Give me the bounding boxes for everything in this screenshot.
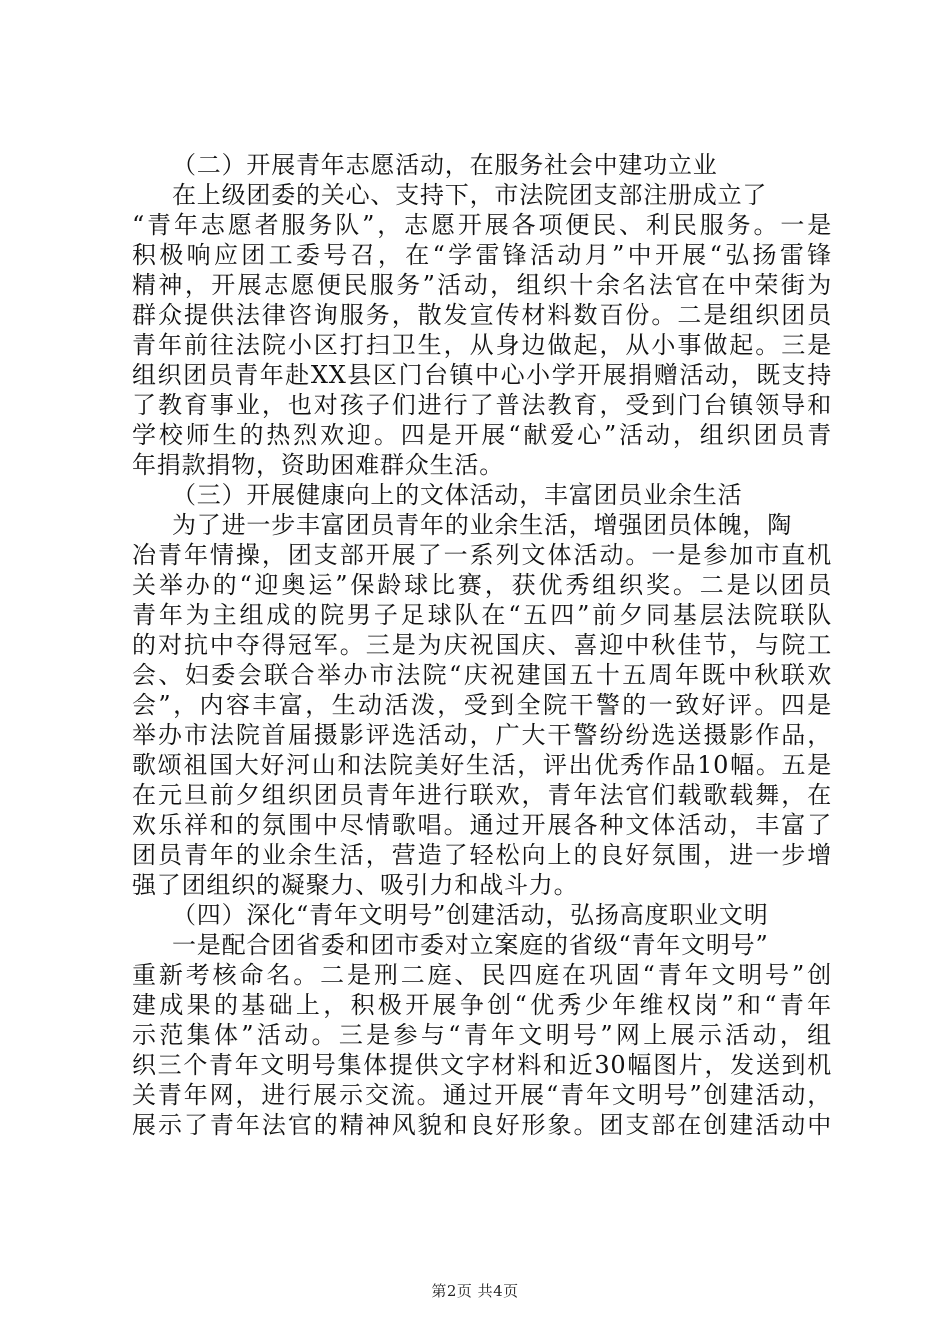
body-text-line: “青年志愿者服务队”，志愿开展各项便民、利民服务。一是	[132, 211, 832, 239]
body-text-line: 关举办的“迎奥运”保龄球比赛，获优秀组织奖。二是以团员	[132, 571, 832, 599]
body-text-line: 会、妇委会联合举办市法院“庆祝建国五十五周年既中秋联欢	[132, 661, 832, 689]
body-text-line: 团员青年的业余生活，营造了轻松向上的良好氛围，进一步增	[132, 841, 832, 869]
body-text-line: 在元旦前夕组织团员青年进行联欢，青年法官们载歌载舞，在	[132, 781, 832, 809]
body-text-line: 会”，内容丰富，生动活泼，受到全院干警的一致好评。四是	[132, 691, 832, 719]
body-text-line: 青年为主组成的院男子足球队在“五四”前夕同基层法院联队	[132, 601, 832, 629]
body-text-line: 青年前往法院小区打扫卫生，从身边做起，从小事做起。三是	[132, 331, 832, 359]
body-text-line: 的对抗中夺得冠军。三是为庆祝国庆、喜迎中秋佳节，与院工	[132, 631, 832, 659]
section-heading: （二）开展青年志愿活动，在服务社会中建功立业	[172, 151, 718, 179]
body-text-line: 一是配合团省委和团市委对立案庭的省级“青年文明号”	[172, 931, 769, 959]
body-text-line: 冶青年情操，团支部开展了一系列文体活动。一是参加市直机	[132, 541, 832, 569]
body-text-line: 展示了青年法官的精神风貌和良好形象。团支部在创建活动中	[132, 1111, 832, 1139]
body-text-line: 关青年网，进行展示交流。通过开展“青年文明号”创建活动，	[132, 1081, 832, 1109]
document-body	[132, 150, 832, 1140]
section-heading: （三）开展健康向上的文体活动，丰富团员业余生活	[172, 481, 743, 509]
page-footer: 第2页 共4页	[431, 1282, 519, 1300]
body-text-line: 了教育事业，也对孩子们进行了普法教育，受到门台镇领导和	[132, 391, 832, 419]
body-text-line: 年捐款捐物，资助困难群众生活。	[132, 451, 504, 479]
body-text-line: 精神，开展志愿便民服务”活动，组织十余名法官在中荣街为	[132, 271, 832, 299]
body-text-line: 积极响应团工委号召，在“学雷锋活动月”中开展“弘扬雷锋	[132, 241, 832, 269]
body-text-line: 歌颂祖国大好河山和法院美好生活，评出优秀作品10幅。五是	[132, 751, 832, 779]
body-text-line: 为了进一步丰富团员青年的业余生活，增强团员体魄，陶	[172, 511, 792, 539]
body-text-line: 欢乐祥和的氛围中尽情歌唱。通过开展各种文体活动，丰富了	[132, 811, 832, 839]
body-text-line: 举办市法院首届摄影评选活动，广大干警纷纷选送摄影作品，	[132, 721, 832, 749]
body-text-line: 在上级团委的关心、支持下，市法院团支部注册成立了	[172, 181, 768, 209]
body-text-line: 建成果的基础上，积极开展争创“优秀少年维权岗”和“青年	[132, 991, 832, 1019]
body-text-line: 织三个青年文明号集体提供文字材料和近30幅图片，发送到机	[132, 1051, 832, 1079]
body-text-line: 组织团员青年赴XX县区门台镇中心小学开展捐赠活动，既支持	[132, 361, 832, 389]
body-text-line: 学校师生的热烈欢迎。四是开展“献爱心”活动，组织团员青	[132, 421, 832, 449]
body-text-line: 强了团组织的凝聚力、吸引力和战斗力。	[132, 871, 579, 899]
section-heading: （四）深化“青年文明号”创建活动，弘扬高度职业文明	[172, 901, 769, 929]
body-text-line: 重新考核命名。二是刑二庭、民四庭在巩固“青年文明号”创	[132, 961, 832, 989]
body-text-line: 群众提供法律咨询服务，散发宣传材料数百份。二是组织团员	[132, 301, 832, 329]
body-text-line: 示范集体”活动。三是参与“青年文明号”网上展示活动，组	[132, 1021, 832, 1049]
